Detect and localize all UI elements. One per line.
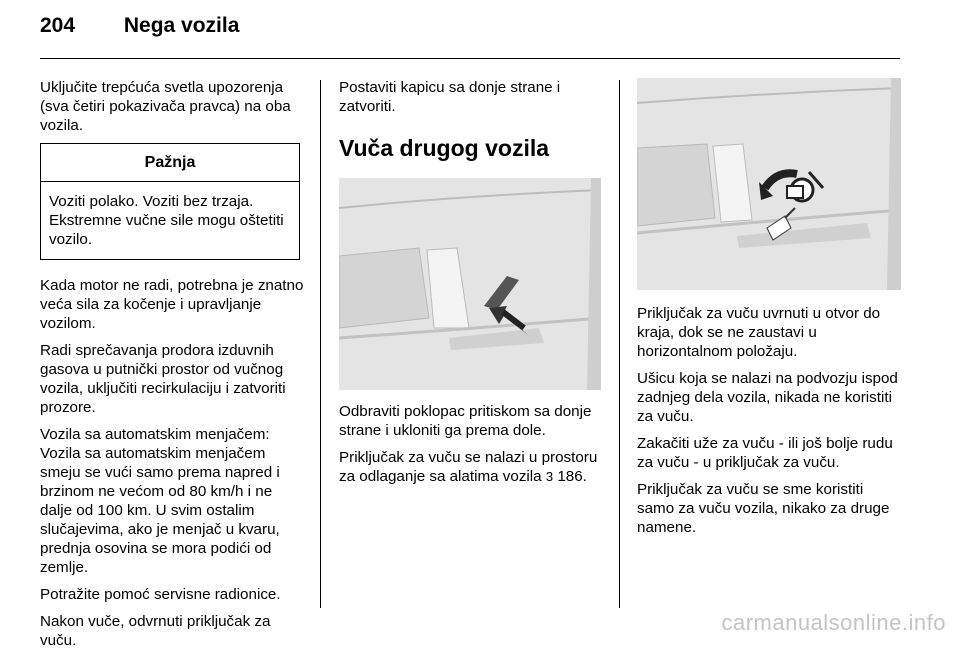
watermark: carmanualsonline.info — [721, 610, 946, 635]
page-title: Nega vozila — [123, 14, 240, 37]
page-header — [40, 14, 239, 38]
paragraph-text: Priključak za vuču se nalazi u prostoru za odlaganje sa alatima vozila — [339, 449, 598, 485]
column-divider-1 — [320, 80, 321, 608]
paragraph: Ušicu koja se nalazi na podvozju ispod zadnjeg dela vozila, nikada ne koristiti za vuču. — [637, 370, 898, 425]
page-reference-number: 186. — [557, 468, 587, 485]
paragraph: Priključak za vuču uvrnuti u otvor do kraja, dok se ne zaustavi u horizontalnom položaju. — [637, 305, 881, 360]
header-rule — [40, 58, 900, 59]
page-number: 204 — [40, 14, 76, 37]
paragraph: Vozila sa automatskim menjačem: Vozila sa automatskim menjačem smeju se vući samo prema napred i brzinom ne većom od 80 km/h i ne dalje od 100 km. U svim ostalim slučajevima, ako je menjač u kvaru, prednja osovina se mora podići od zemlje. — [40, 426, 280, 576]
column-1 — [40, 78, 304, 658]
column-3 — [637, 78, 903, 545]
intro-paragraph: Uključite trepćuća svetla upozorenja (sva četiri pokazivača pravca) na oba vozila. — [40, 79, 291, 134]
notice-box — [40, 143, 300, 260]
column-divider-2 — [619, 80, 620, 608]
paragraph: Zakačiti uže za vuču - ili još bolje rudu za vuču - u priključak za vuču. — [637, 435, 893, 471]
paragraph: Odbraviti poklopac pritiskom sa donje strane i ukloniti ga prema dole. — [339, 403, 592, 439]
notice-body: Voziti polako. Voziti bez trzaja. Ekstremne vučne sile mogu oštetiti vozilo. — [49, 193, 284, 248]
paragraph: Kada motor ne radi, potrebna je znatno veća sila za kočenje i upravljanje vozilom. — [40, 277, 304, 332]
notice-title: Pažnja — [41, 144, 299, 182]
bumper-cover-illustration — [339, 178, 601, 390]
paragraph-with-reference — [339, 448, 605, 486]
paragraph: Postaviti kapicu sa donje strane i zatvoriti. — [339, 79, 561, 115]
paragraph: Nakon vuče, odvrnuti priključak za vuču. — [40, 613, 271, 649]
towing-eye-illustration — [637, 78, 901, 290]
page-reference-arrow-icon: 3 — [545, 469, 554, 484]
column-2 — [339, 78, 605, 494]
paragraph: Radi sprečavanja prodora izduvnih gasova u putnički prostor od vučnog vozila, uključiti recirkulaciju i zatvoriti prozore. — [40, 342, 286, 416]
paragraph: Potražite pomoć servisne radionice. — [40, 586, 281, 603]
paragraph: Priključak za vuču se sme koristiti samo za vuču vozila, nikako za druge namene. — [637, 481, 890, 536]
section-heading: Vuča drugog vozila — [339, 135, 550, 161]
